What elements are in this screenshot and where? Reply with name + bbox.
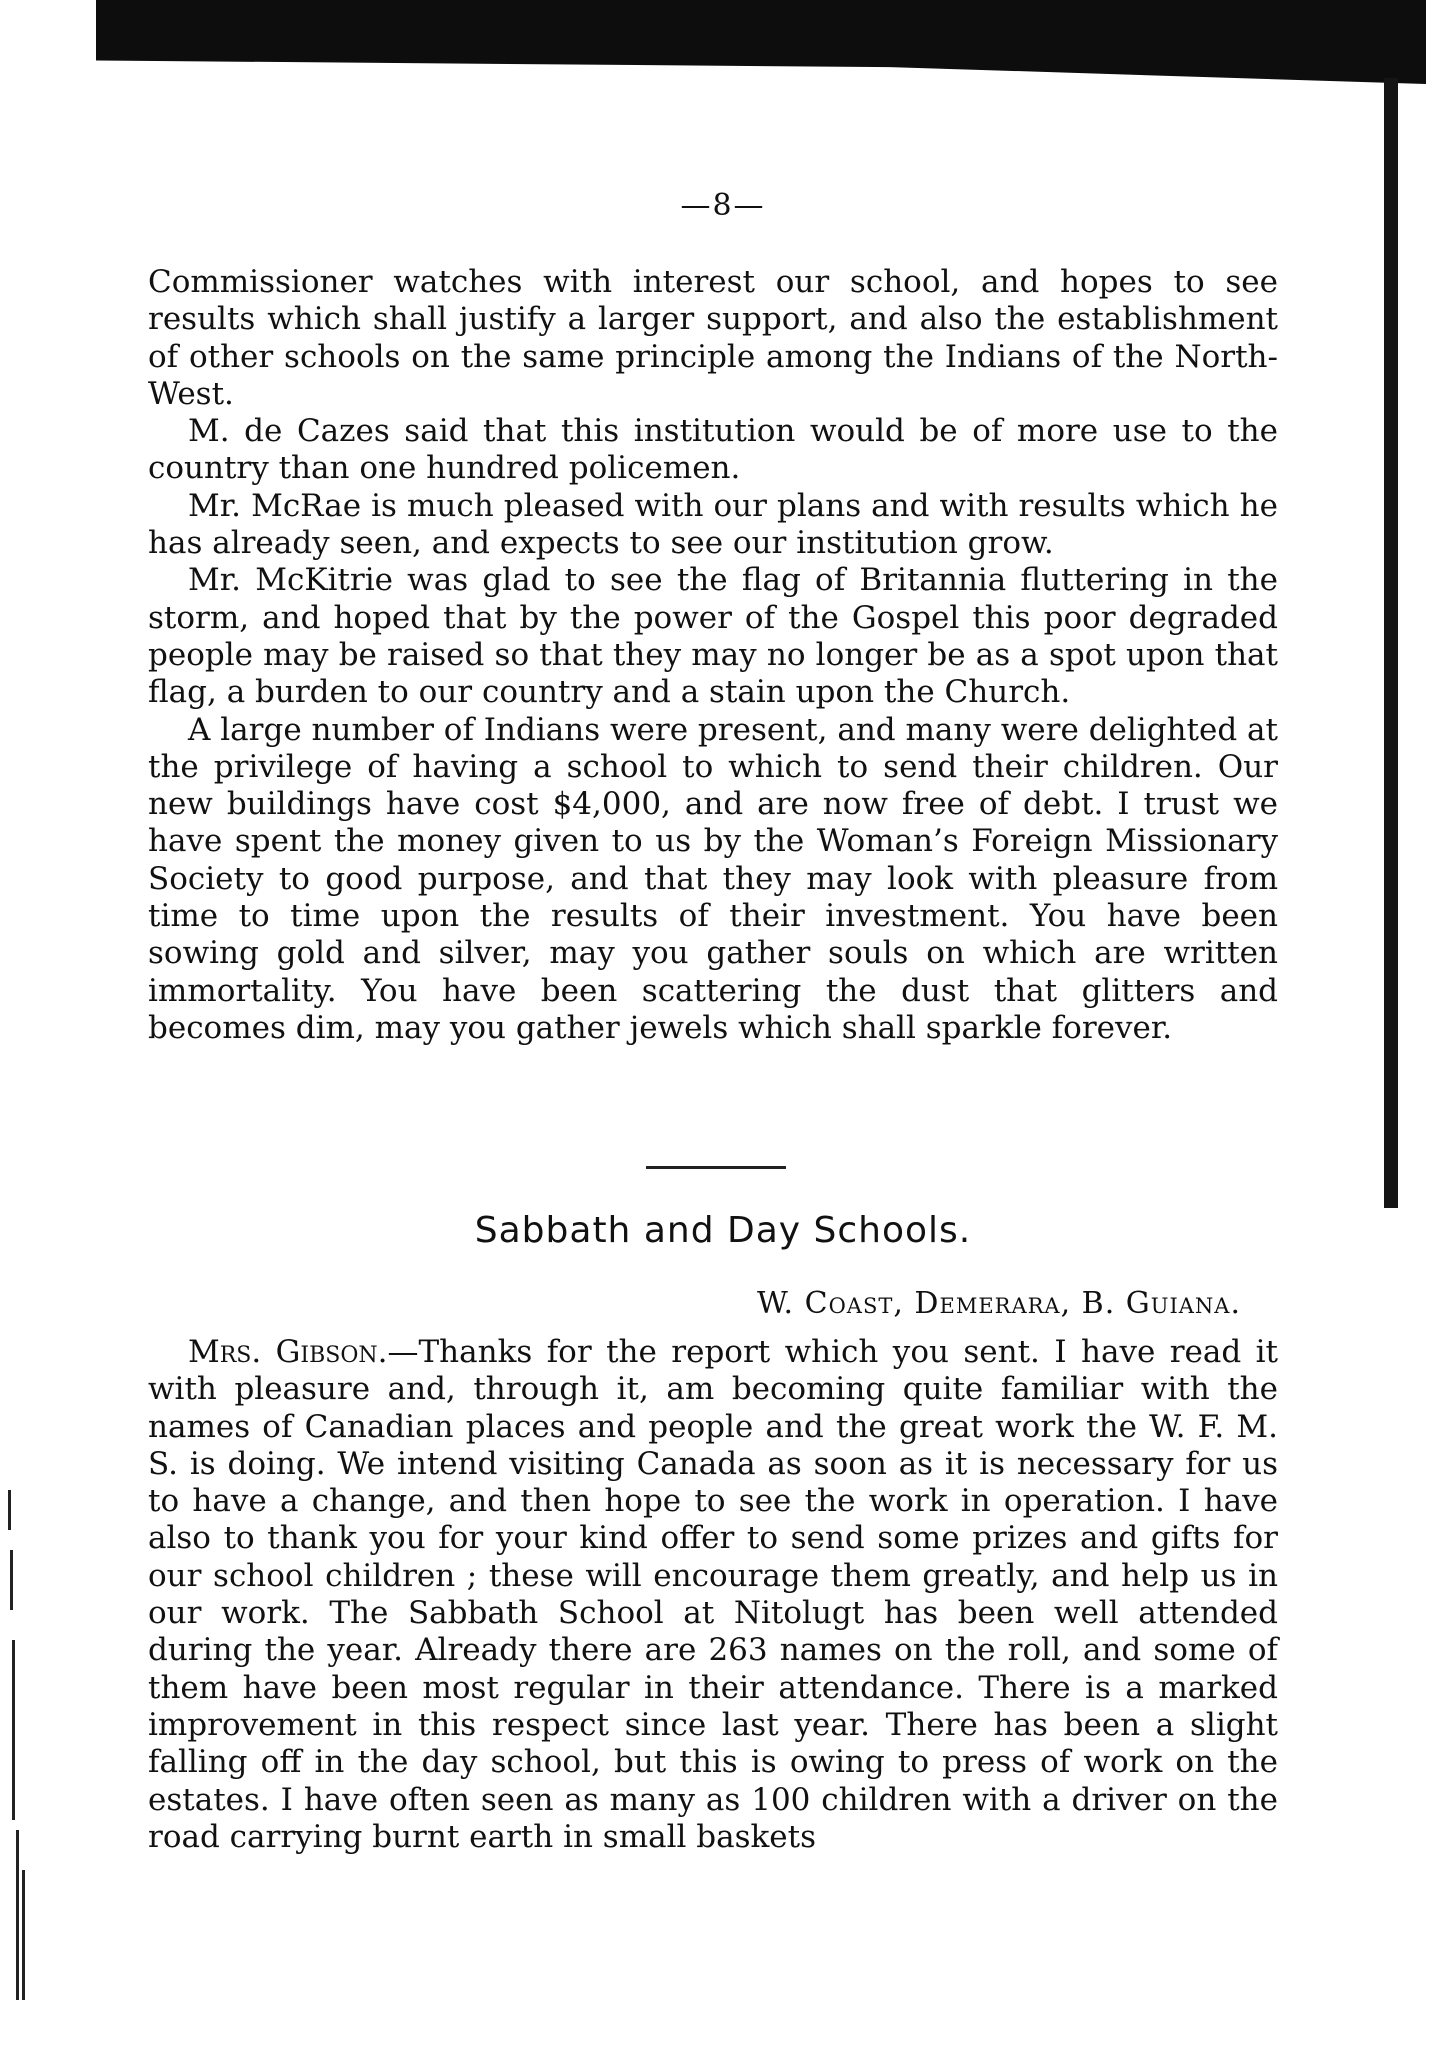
paragraph-3: Mr. McRae is much pleased with our plans and with results which he has already seen, and expects to see our institution grow. [148, 487, 1278, 562]
body-text-lower [148, 1334, 1278, 1856]
letter-location: W. Coast, Demerara, B. Guiana. [756, 1286, 1241, 1321]
paragraph-1: Commissioner watches with interest our school, and hopes to see results which shall justify a larger support, and also the establishment of other schools on the same principle among the Indians of the North-West. [148, 264, 1278, 412]
paragraph-5: A large number of Indians were present, and many were delighted at the privilege of having a school to which to send their children. Our new buildings have cost $4,000, and are now free of debt. I trust we have spent the money given to us by the Woman’s Foreign Missionary Society to good purpose, and that they may look with pleasure from time to time upon the results of their investment. You have been sowing gold and silver, may you gather souls on which are written immortality. You have been scattering the dust that glitters and becomes dim, may you gather jewels which shall sparkle forever. [148, 711, 1278, 1046]
page-number: —8— [680, 188, 766, 223]
top-scan-border [96, 0, 1426, 84]
body-text-upper [148, 264, 1278, 1047]
letter-body: —Thanks for the report which you sent. I have read it with pleasure and, through it, am becoming quite familiar with the names of Canadian places and people and the great work the W. F. M. S. is doing. We intend visiting Canada as soon as it is necessary for us to have a change, and then hope to see the work in operation. I have also to thank you for your kind offer to send some prizes and gifts for our school children ; these will encourage them greatly, and help us in our work. The Sabbath School at Nitolugt has been well attended during the year. Already there are 263 names on the roll, and some of them have been most regular in their attendance. There is a marked improvement in this respect since last year. There has been a slight falling off in the day school, but this is owing to press of work on the estates. I have often seen as many as 100 children with a driver on the road carrying burnt earth in small baskets [148, 1334, 1279, 1855]
section-title: Sabbath and Day Schools. [474, 1210, 972, 1251]
left-margin-marks [6, 1490, 30, 2010]
right-margin-rule [1384, 78, 1398, 1208]
paragraph-4: Mr. McKitrie was glad to see the flag of Britannia fluttering in the storm, and hoped that by the power of the Gospel this poor degraded people may be raised so that they may no longer be as a spot upon that flag, a burden to our country and a stain upon the Church. [148, 562, 1278, 711]
paragraph-2: M. de Cazes said that this institution would be of more use to the country than one hundred policemen. [148, 413, 1278, 487]
letter-salutation: Mrs. Gibson. [188, 1334, 388, 1370]
section-divider [646, 1166, 786, 1169]
letter-paragraph [148, 1334, 1278, 1856]
